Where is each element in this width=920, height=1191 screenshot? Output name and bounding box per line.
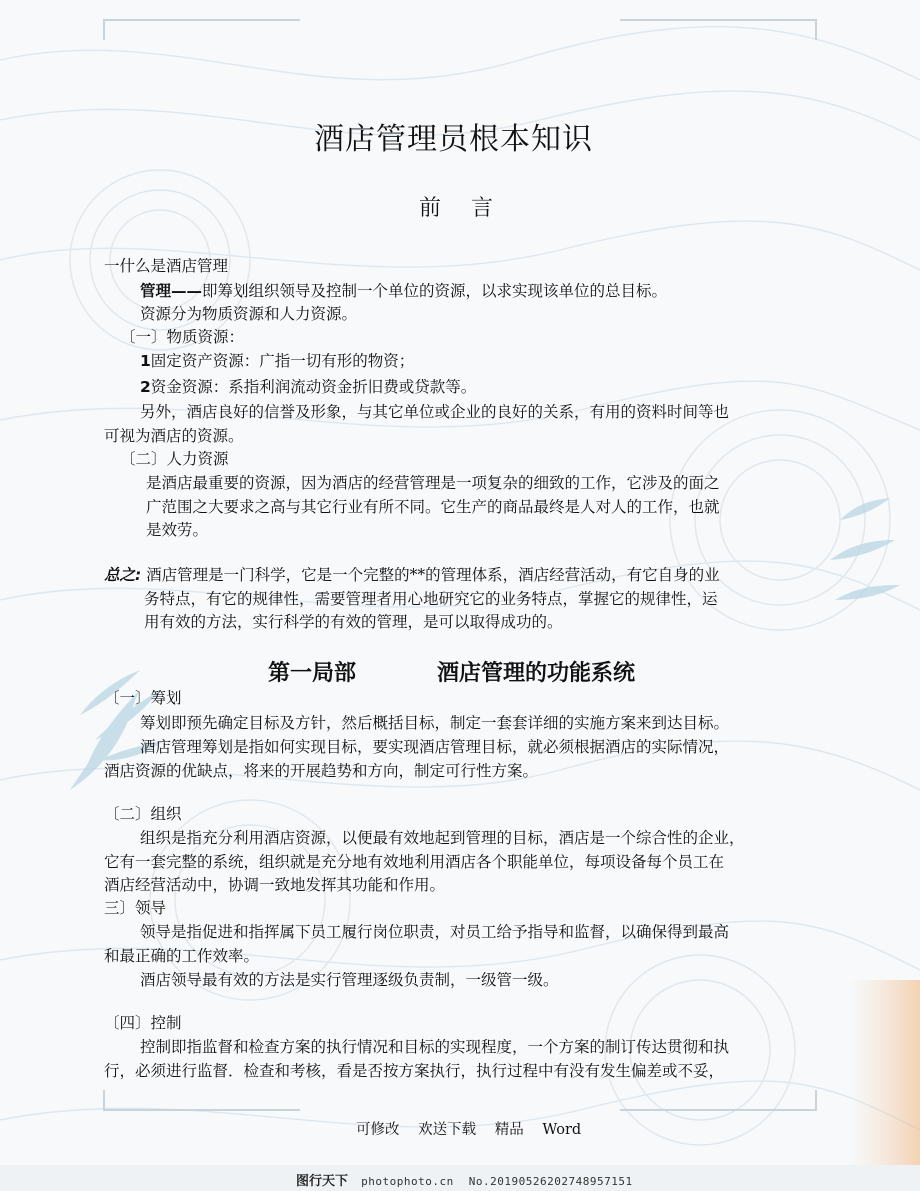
section-heading-left: 第一局部 xyxy=(268,661,357,686)
paragraph-line: 酒店资源的优缺点，将来的开展趋势和方向，制定可行性方案。 xyxy=(104,762,539,780)
summary-text: 酒店管理是一门科学，它是一个完整的**的管理体系，酒店经营活动，有它自身的业 xyxy=(146,566,720,584)
watermark-logo: 图行天下 xyxy=(296,1174,349,1189)
list-item-fixed-assets xyxy=(140,350,414,372)
organizing-heading: 〔二〕组织 xyxy=(104,805,182,823)
paragraph-line: 它有一套完整的系统，组织就是充分地有效地利用酒店各个职能单位，每项设备每个员工在 xyxy=(104,853,725,871)
paragraph-line: 领导是指促进和指挥属下员工履行岗位职责，对员工给予指导和监督，以确保得到最高 xyxy=(140,923,730,941)
paragraph-line: 另外，酒店良好的信誉及形象，与其它单位或企业的良好的关系，有用的资料时间等也 xyxy=(140,403,730,421)
footer-editable: 可修改 xyxy=(356,1122,400,1138)
paragraph-line: 务特点，有它的规律性，需要管理者用心地研究它的业务特点，掌握它的规律性，运 xyxy=(144,590,718,608)
footer-quality: 精品 xyxy=(494,1122,524,1138)
list-item-number: 1 xyxy=(140,352,151,370)
footer-download: 欢送下载 xyxy=(418,1122,477,1138)
footer-text xyxy=(356,1118,581,1139)
watermark-code: No.20190526202748957151 xyxy=(468,1175,633,1188)
human-resources-heading: 〔二〕人力资源 xyxy=(120,450,229,468)
leading-heading: 三〕领导 xyxy=(104,899,167,917)
summary-first-line xyxy=(104,564,720,586)
definition-text: 即筹划组织领导及控制一个单位的资源，以求实现该单位的总目标。 xyxy=(202,282,668,300)
paragraph-line: 用有效的方法，实行科学的有效的管理，是可以取得成功的。 xyxy=(144,613,563,631)
list-item-text: 固定资产资源：广指一切有形的物资； xyxy=(150,352,415,370)
document-subtitle: 前言 xyxy=(419,196,524,221)
controlling-heading: 〔四〕控制 xyxy=(104,1014,182,1032)
document-title: 酒店管理员根本知识 xyxy=(314,122,593,157)
paragraph-line: 可视为酒店的资源。 xyxy=(104,427,244,445)
paragraph-line: 酒店管理筹划是指如何实现目标，要实现酒店管理目标，就必须根据酒店的实际情况， xyxy=(140,738,730,756)
summary-label-colon: : xyxy=(135,566,142,584)
watermark-site: photophoto.cn xyxy=(361,1175,454,1188)
material-resources-heading: 〔一〕物质资源： xyxy=(120,328,245,346)
list-item-number: 2 xyxy=(140,378,151,396)
paragraph-line: 筹划即预先确定目标及方针，然后概括目标，制定一套套详细的实施方案来到达目标。 xyxy=(140,714,730,732)
management-definition xyxy=(140,280,667,302)
paragraph-line: 行，必须进行监督．检查和考核，看是否按方案执行，执行过程中有没有发生偏差或不妥， xyxy=(104,1062,725,1080)
intro-heading: 一什么是酒店管理 xyxy=(104,257,229,275)
paragraph-line: 是效劳。 xyxy=(146,521,209,539)
paragraph-line: 广范围之大要求之高与其它行业有所不同。它生产的商品最终是人对人的工作，也就 xyxy=(146,498,720,516)
definition-label: 管理—— xyxy=(140,282,203,300)
resources-line: 资源分为物质资源和人力资源。 xyxy=(140,305,358,323)
list-item-capital xyxy=(140,376,476,398)
paragraph-line: 酒店经营活动中，协调一致地发挥其功能和作用。 xyxy=(104,876,446,894)
paragraph-line: 酒店领导最有效的方法是实行管理逐级负责制，一级管一级。 xyxy=(140,971,559,989)
list-item-text: 资金资源：系指利润流动资金折旧费或贷款等。 xyxy=(150,378,477,396)
paragraph-line: 是酒店最重要的资源，因为酒店的经营管理是一项复杂的细致的工作，它涉及的面之 xyxy=(146,474,720,492)
section-heading-right: 酒店管理的功能系统 xyxy=(437,661,636,686)
summary-label: 总之 xyxy=(104,566,136,584)
planning-heading: 〔一〕筹划 xyxy=(104,689,182,707)
watermark-bar xyxy=(296,1170,633,1189)
paragraph-line: 组织是指充分利用酒店资源，以便最有效地起到管理的目标，酒店是一个综合性的企业， xyxy=(140,829,745,847)
paragraph-line: 控制即指监督和检查方案的执行情况和目标的实现程度，一个方案的制订传达贯彻和执 xyxy=(140,1038,730,1056)
paragraph-line: 和最正确的工作效率。 xyxy=(104,947,260,965)
footer-word: Word xyxy=(542,1122,582,1138)
